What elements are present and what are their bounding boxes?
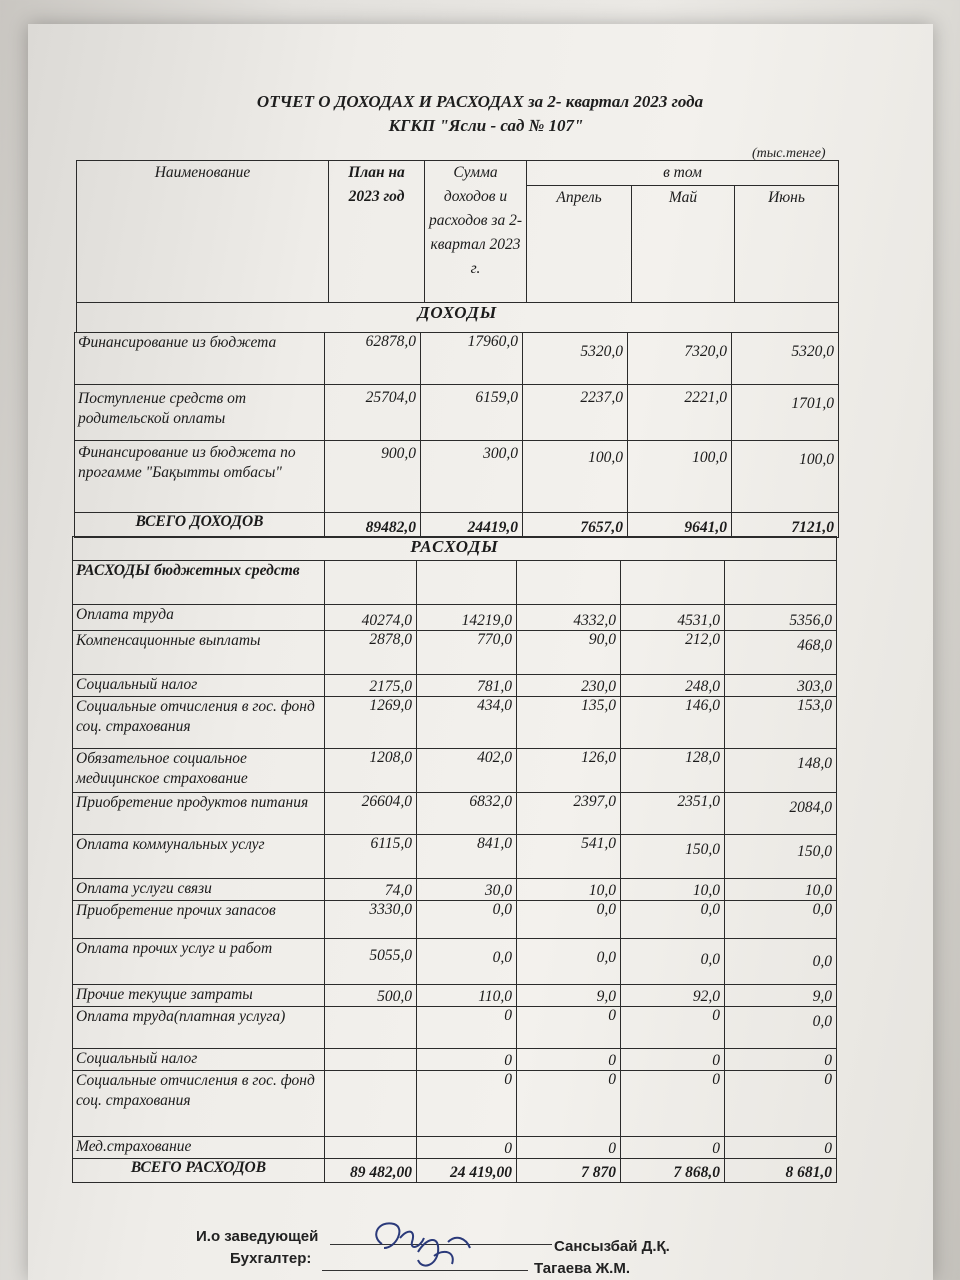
row-name: Социальные отчисления в гос. фонд соц. страхования bbox=[73, 697, 325, 749]
cell-june: 303,0 bbox=[725, 675, 837, 697]
cell-april: 90,0 bbox=[517, 631, 621, 675]
accountant-label: Бухгалтер: bbox=[230, 1250, 312, 1267]
cell-april: 5320,0 bbox=[523, 333, 628, 385]
cell-june: 0 bbox=[725, 1071, 837, 1137]
cell-may: 248,0 bbox=[621, 675, 725, 697]
cell-april: 0 bbox=[517, 1071, 621, 1137]
cell-sum: 6832,0 bbox=[417, 793, 517, 835]
cell-may: 2351,0 bbox=[621, 793, 725, 835]
head-label: И.о заведующей bbox=[196, 1228, 319, 1245]
cell-april: 135,0 bbox=[517, 697, 621, 749]
cell-plan: 900,0 bbox=[325, 441, 421, 513]
cell-sum: 30,0 bbox=[417, 879, 517, 901]
column-header-sum: Сумма доходов и расходов за 2- квартал 2023 г. bbox=[425, 161, 527, 303]
cell-april: 230,0 bbox=[517, 675, 621, 697]
cell-sum: 0,0 bbox=[417, 939, 517, 985]
cell-plan: 6115,0 bbox=[325, 835, 417, 879]
column-header-plan: План на 2023 год bbox=[329, 161, 425, 303]
cell-may: 0 bbox=[621, 1007, 725, 1049]
total-plan: 89482,0 bbox=[325, 513, 421, 538]
cell-june: 1701,0 bbox=[732, 385, 839, 441]
cell-april: 100,0 bbox=[523, 441, 628, 513]
row-name: Социальный налог bbox=[73, 1049, 325, 1071]
table-row bbox=[73, 879, 837, 901]
cell-june: 100,0 bbox=[732, 441, 839, 513]
row-name: Оплата услуги связи bbox=[73, 879, 325, 901]
cell-sum: 770,0 bbox=[417, 631, 517, 675]
row-name: Финансирование из бюджета по прогамме "Бақытты отбасы" bbox=[75, 441, 325, 513]
row-name: Финансирование из бюджета bbox=[75, 333, 325, 385]
row-name: Мед.страхование bbox=[73, 1137, 325, 1159]
cell-may: 128,0 bbox=[621, 749, 725, 793]
table-row bbox=[73, 561, 837, 605]
cell-june: 468,0 bbox=[725, 631, 837, 675]
cell-may: 0 bbox=[621, 1071, 725, 1137]
table-row bbox=[73, 985, 837, 1007]
cell-sum: 110,0 bbox=[417, 985, 517, 1007]
table-row bbox=[73, 1071, 837, 1137]
total-april: 7 870 bbox=[517, 1159, 621, 1183]
total-sum: 24 419,00 bbox=[417, 1159, 517, 1183]
cell-may: 2221,0 bbox=[628, 385, 732, 441]
cell-plan bbox=[325, 1071, 417, 1137]
table-row bbox=[73, 605, 837, 631]
row-name: Компенсационные выплаты bbox=[73, 631, 325, 675]
table-row bbox=[73, 835, 837, 879]
row-name: Приобретение прочих запасов bbox=[73, 901, 325, 939]
cell-sum: 434,0 bbox=[417, 697, 517, 749]
cell-sum: 0 bbox=[417, 1007, 517, 1049]
cell-may: 0,0 bbox=[621, 939, 725, 985]
cell-sum: 402,0 bbox=[417, 749, 517, 793]
cell-plan: 3330,0 bbox=[325, 901, 417, 939]
cell-april: 4332,0 bbox=[517, 605, 621, 631]
cell-sum: 0,0 bbox=[417, 901, 517, 939]
cell-sum: 17960,0 bbox=[421, 333, 523, 385]
handwritten-signature bbox=[360, 1208, 480, 1280]
total-april: 7657,0 bbox=[523, 513, 628, 538]
cell-june: 10,0 bbox=[725, 879, 837, 901]
cell-sum: 0 bbox=[417, 1137, 517, 1159]
cell-plan: 5055,0 bbox=[325, 939, 417, 985]
cell-june: 0,0 bbox=[725, 939, 837, 985]
cell-april: 2237,0 bbox=[523, 385, 628, 441]
table-row bbox=[73, 749, 837, 793]
cell-april: 126,0 bbox=[517, 749, 621, 793]
cell-may: 150,0 bbox=[621, 835, 725, 879]
cell-april: 9,0 bbox=[517, 985, 621, 1007]
column-header-april: Апрель bbox=[527, 186, 632, 303]
cell-sum: 781,0 bbox=[417, 675, 517, 697]
column-header-group: в том bbox=[527, 161, 839, 186]
expenses-total-row bbox=[73, 1159, 837, 1183]
subsection-title: РАСХОДЫ бюджетных средств bbox=[73, 561, 325, 605]
cell-may: 10,0 bbox=[621, 879, 725, 901]
cell-june: 153,0 bbox=[725, 697, 837, 749]
table-row bbox=[73, 939, 837, 985]
cell-sum: 0 bbox=[417, 1071, 517, 1137]
cell-april: 10,0 bbox=[517, 879, 621, 901]
accountant-name: Тагаева Ж.М. bbox=[534, 1260, 630, 1277]
cell-plan: 62878,0 bbox=[325, 333, 421, 385]
cell-may: 0 bbox=[621, 1049, 725, 1071]
total-june: 7121,0 bbox=[732, 513, 839, 538]
cell-april: 0 bbox=[517, 1007, 621, 1049]
column-header-june: Июнь bbox=[735, 186, 839, 303]
table-row bbox=[75, 441, 839, 513]
table-row bbox=[75, 385, 839, 441]
table-row bbox=[73, 901, 837, 939]
cell-june: 148,0 bbox=[725, 749, 837, 793]
table-row bbox=[73, 675, 837, 697]
column-header-may: Май bbox=[632, 186, 735, 303]
cell-april: 541,0 bbox=[517, 835, 621, 879]
table-row bbox=[73, 793, 837, 835]
cell-may: 7320,0 bbox=[628, 333, 732, 385]
report-table-header bbox=[76, 160, 839, 333]
cell-june: 0,0 bbox=[725, 1007, 837, 1049]
cell-june: 9,0 bbox=[725, 985, 837, 1007]
total-label: ВСЕГО РАСХОДОВ bbox=[73, 1159, 325, 1183]
table-row bbox=[73, 1049, 837, 1071]
row-name: Социальный налог bbox=[73, 675, 325, 697]
cell-june: 0,0 bbox=[725, 901, 837, 939]
cell-june: 0 bbox=[725, 1137, 837, 1159]
cell-plan: 2175,0 bbox=[325, 675, 417, 697]
cell-may: 0,0 bbox=[621, 901, 725, 939]
total-june: 8 681,0 bbox=[725, 1159, 837, 1183]
expenses-table bbox=[72, 536, 837, 1183]
total-may: 9641,0 bbox=[628, 513, 732, 538]
cell-may: 0 bbox=[621, 1137, 725, 1159]
cell-plan: 25704,0 bbox=[325, 385, 421, 441]
cell-may: 92,0 bbox=[621, 985, 725, 1007]
cell-plan bbox=[325, 1049, 417, 1071]
cell-april: 0 bbox=[517, 1137, 621, 1159]
row-name: Обязательное социальное медицинское страхование bbox=[73, 749, 325, 793]
column-header-name: Наименование bbox=[77, 161, 329, 303]
cell-april: 2397,0 bbox=[517, 793, 621, 835]
cell-june: 5320,0 bbox=[732, 333, 839, 385]
cell-plan: 40274,0 bbox=[325, 605, 417, 631]
row-name: Оплата труда(платная услуга) bbox=[73, 1007, 325, 1049]
table-row bbox=[73, 697, 837, 749]
cell-may: 4531,0 bbox=[621, 605, 725, 631]
cell-sum: 14219,0 bbox=[417, 605, 517, 631]
cell-sum: 6159,0 bbox=[421, 385, 523, 441]
table-row bbox=[73, 1007, 837, 1049]
row-name: Оплата прочих услуг и работ bbox=[73, 939, 325, 985]
total-may: 7 868,0 bbox=[621, 1159, 725, 1183]
expenses-section-title: РАСХОДЫ bbox=[73, 537, 837, 561]
cell-april: 0,0 bbox=[517, 939, 621, 985]
cell-plan: 1269,0 bbox=[325, 697, 417, 749]
cell-april: 0 bbox=[517, 1049, 621, 1071]
cell-sum: 841,0 bbox=[417, 835, 517, 879]
cell-june: 5356,0 bbox=[725, 605, 837, 631]
cell-plan: 2878,0 bbox=[325, 631, 417, 675]
total-plan: 89 482,00 bbox=[325, 1159, 417, 1183]
table-row bbox=[73, 631, 837, 675]
total-sum: 24419,0 bbox=[421, 513, 523, 538]
row-name: Поступление средств от родительской оплаты bbox=[75, 385, 325, 441]
cell-plan: 26604,0 bbox=[325, 793, 417, 835]
cell-plan: 1208,0 bbox=[325, 749, 417, 793]
cell-plan bbox=[325, 1007, 417, 1049]
income-table bbox=[74, 332, 839, 538]
cell-may: 212,0 bbox=[621, 631, 725, 675]
income-total-row bbox=[75, 513, 839, 538]
row-name: Социальные отчисления в гос. фонд соц. страхования bbox=[73, 1071, 325, 1137]
organization-name: КГКП "Ясли - сад № 107" bbox=[388, 116, 584, 135]
head-name: Сансызбай Д.Қ. bbox=[554, 1238, 670, 1255]
row-name: Прочие текущие затраты bbox=[73, 985, 325, 1007]
row-name: Оплата коммунальных услуг bbox=[73, 835, 325, 879]
cell-sum: 0 bbox=[417, 1049, 517, 1071]
cell-june: 2084,0 bbox=[725, 793, 837, 835]
cell-june: 150,0 bbox=[725, 835, 837, 879]
cell-may: 100,0 bbox=[628, 441, 732, 513]
report-title: ОТЧЕТ О ДОХОДАХ И РАСХОДАХ за 2- квартал 2023 года bbox=[256, 92, 704, 111]
cell-plan: 500,0 bbox=[325, 985, 417, 1007]
cell-sum: 300,0 bbox=[421, 441, 523, 513]
row-name: Оплата труда bbox=[73, 605, 325, 631]
cell-may: 146,0 bbox=[621, 697, 725, 749]
cell-june: 0 bbox=[725, 1049, 837, 1071]
table-row bbox=[73, 1137, 837, 1159]
row-name: Приобретение продуктов питания bbox=[73, 793, 325, 835]
units-note: (тыс.тенге) bbox=[752, 146, 826, 161]
cell-plan bbox=[325, 1137, 417, 1159]
cell-plan: 74,0 bbox=[325, 879, 417, 901]
table-row bbox=[75, 333, 839, 385]
total-label: ВСЕГО ДОХОДОВ bbox=[75, 513, 325, 538]
income-section-title: ДОХОДЫ bbox=[77, 303, 839, 333]
cell-april: 0,0 bbox=[517, 901, 621, 939]
